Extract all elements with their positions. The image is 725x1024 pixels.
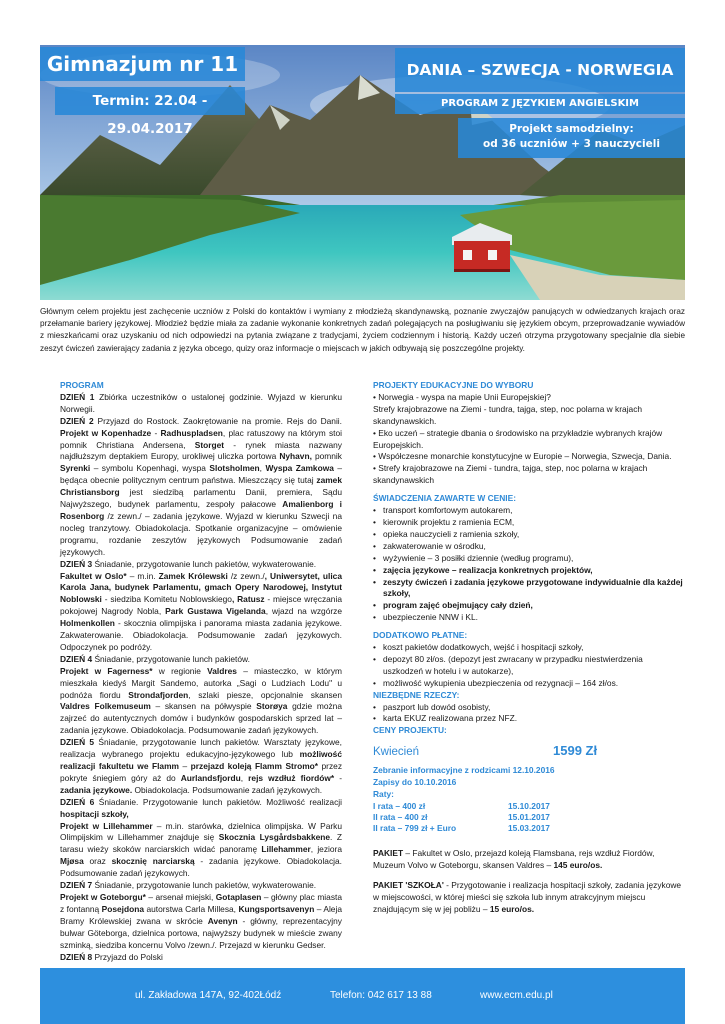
needed-list (373, 702, 685, 726)
included-item: • program zajęć obejmujący cały dzień, (373, 600, 685, 612)
projects-heading: PROJEKTY EDUKACYJNE DO WYBORU (373, 380, 534, 390)
footer-website-link[interactable]: www.ecm.edu.pl (480, 990, 553, 1001)
included-item: • opieka nauczycieli z ramienia szkoły, (373, 529, 685, 541)
price-heading: CENY PROJEKTU: (373, 725, 447, 736)
signup-deadline: Zapisy do 10.10.2016 (373, 777, 457, 788)
extra-list (373, 642, 685, 690)
program-language-badge: PROGRAM Z JĘZYKIEM ANGIELSKIM (395, 94, 685, 114)
extra-item: • depozyt 80 zł/os. (depozyt jest zwracany w przypadku niestwierdzenia uszkodzeń w hotelu i w autokarze), (373, 654, 685, 678)
extra-item: • koszt pakietów dodatkowych, wejść i hospitacji szkoły, (373, 642, 685, 654)
project-item: • Współczesne monarchie konstytucyjne w Europie – Norwegia, Szwecja, Dania. (373, 451, 672, 462)
installments-label: Raty: (373, 789, 394, 799)
included-item: • zajęcia językowe – realizacja konkretnych projektów, (373, 565, 685, 577)
price-value: 1599 Zł (553, 743, 598, 759)
price-month: Kwiecień (373, 746, 420, 759)
project-item: Strefy krajobrazowe na Ziemi - tundra, tajga, step, noc polarna w krajach skandynawskich. (373, 403, 643, 426)
included-item: • wyżywienie – 3 posiłki dziennie (według programu), (373, 553, 685, 565)
price-row (373, 745, 685, 759)
day-3: DZIEŃ 3 Śniadanie, przygotowanie lunch pakietów, wykwaterowanie. Fakultet w Oslo* – m.in. Zamek Królewski /z zewn./, Uniwersytet, ulica Karola Jana, budynek Parlamentu, gmach Opery Narodowej, Instytut Noblowski - siedziba Komitetu Noblowskiego, Ratusz - miejsce wręczania pokojowej Nagrody Nobla, Park Gustawa Vigelanda, wjazd na wzgórze Holmenkollen - skocznia olimpijska i panorama miasta zadania językowe. Zakwaterowanie. Obiadokolacja. Podsumowanie zadań językowych. Odpoczynek po podróży. (60, 558, 342, 652)
extra-item: • możliwość wykupienia ubezpieczenia od rezygnacji – 164 zł/os. (373, 678, 685, 690)
day-8: DZIEŃ 8 Przyjazd do Polski (60, 951, 163, 962)
project-size-line2: od 36 uczniów + 3 nauczycieli (483, 138, 660, 150)
footer-address: ul. Zakładowa 147A, 92-402Łódź (135, 990, 282, 1001)
project-size-line1: Projekt samodzielny: (509, 123, 634, 135)
needed-item: • karta EKUZ realizowana przez NFZ. (373, 713, 685, 725)
day-1: DZIEŃ 1 Zbiórka uczestników o ustalonej godzinie. Wyjazd w kierunku Norwegii. (60, 391, 342, 414)
needed-heading: NIEZBĘDNE RZECZY: (373, 689, 460, 700)
installment-row: II rata – 799 zł + Euro 15.03.2017 (373, 822, 550, 833)
intro-paragraph: Głównym celem projektu jest zachęcenie uczniów z Polski do kontaktów i wymiany z młodzieżą skandynawską, poznanie zwyczajów panujących w odwiedzanych krajach oraz przełamanie bariery językowej. Młodzież będzie miała za zadanie wykonanie konkretnych zadań polegających na posługiwaniu się językiem obcym, przeprowadzanie wywiadów z mieszkańcami oraz uzyskaniu od nich odpowiedzi na pytania związane z tradycjami, życiem codziennym i historią. Każdy uczeń otrzyma przygotowany specjalnie dla siebie zeszyt ćwiczeń zawierający zadania z języka obcego, quizy oraz informacje o miejscach w jakich odbywają się poszczególne projekty. (40, 307, 685, 353)
day-6: DZIEŃ 6 Śniadanie. Przygotowanie lunch pakietów. Możliwość realizacji hospitacji szkoły, Projekt w Lillehammer – m.in. starówka, dzielnica olimpijska. W Parku Olimpijskim w Lillehammer znajduje się Skocznia Lysgårdsbakkene. Z tarasu wieży skoków narciarskich widać panoramę Lillehammer, jeziora Mjøsa oraz skocznię narciarską - zadania językowe. Obiadokolacja. Podsumowanie zadań językowych. (60, 796, 342, 879)
included-item: • zakwaterowanie w ośrodku, (373, 541, 685, 553)
day-2: DZIEŃ 2 Przyjazd do Rostock. Zaokrętowanie na promie. Rejs do Danii. Projekt w Kopenhadze - Radhuspladsen, plac ratuszowy na którym stoi pomnik Christiana Andersena, Storget - rynek miasta nazwany najdłuższym deptakiem Europy, urokliwej uliczka portowa Nyhavn, pomnik Syrenki – symbolu Kopenhagi, wyspa Slotsholmen, Wyspa Zamkowa – będąca obecnie politycznym centrum państwa. Mieszczący się tutaj zamek Christiansborg jest siedzibą parlamentu Danii, premiera, Sądu Najwyższego, budynek parlamentu, zespoły pałacowe Amalienborg i Rosenborg /z zewn./ – zadania językowe. Wyjazd w kierunku Szwecji na nocleg tranzytowy. Obiadokolacja. Spotkanie organizacyjne – omówienie programu, rozdanie zeszytów językowych Podsumowanie zadań językowych. (60, 415, 342, 557)
school-title-badge: Gimnazjum nr 11 (40, 47, 245, 81)
installment-row: II rata – 400 zł 15.01.2017 (373, 811, 550, 822)
included-list (373, 505, 685, 624)
program-column (60, 380, 342, 963)
term-badge: Termin: 22.04 - 29.04.2017 (55, 87, 245, 115)
included-item: • ubezpieczenie NNW i KL. (373, 612, 685, 624)
info-column (373, 380, 685, 915)
extra-heading: DODATKOWO PŁATNE: (373, 630, 468, 641)
meeting-info: Zebranie informacyjne z rodzicami 12.10.2016 (373, 765, 555, 776)
day-4: DZIEŃ 4 Śniadanie, przygotowanie lunch pakietów. Projekt w Fagerness* w regionie Valdres – miasteczko, w którym mieszkała kiedyś Margit Sandemo, autorka „Sagi o Ludziach Lodu" u podnóża fiordu Strondafjorden, szlaki piesze, opcjonalnie skansen Valdres Folkemuseum – skansen na półwyspie Storøya gdzie można zajrzeć do autentycznych domów i budynków gospodarskich sprzed lat – zadania językowe. Obiadokolacja. Podsumowanie zadań językowych. (60, 653, 343, 736)
destination-badge: DANIA – SZWECJA - NORWEGIA (395, 48, 685, 92)
package-school: PAKIET 'SZKOŁA' - Przygotowanie i realizacja hospitacji szkoły, zadania językowe w miejscowości, w której mieści się szkoła lub innym atrakcyjnym miejscu znajdującym się w jej pobliżu – 15 euro/os. (373, 879, 682, 914)
installment-row: I rata – 400 zł 15.10.2017 (373, 800, 550, 811)
installments-table (373, 801, 550, 834)
included-item: • kierownik projektu z ramienia ECM, (373, 517, 685, 529)
project-item: • Norwegia - wyspa na mapie Unii Europejskiej? (373, 391, 551, 402)
project-item: • Strefy krajobrazowe na Ziemi - tundra, tajga, step, noc polarna w krajach skandynawskich (373, 463, 648, 486)
footer-bar (40, 968, 685, 1024)
included-item: • transport komfortowym autokarem, (373, 505, 685, 517)
needed-item: • paszport lub dowód osobisty, (373, 702, 685, 714)
included-heading: ŚWIADCZENIA ZAWARTE W CENIE: (373, 493, 516, 504)
package-basic: PAKIET – Fakultet w Oslo, przejazd koleją Flamsbana, rejs wzdłuż Fiordów, Muzeum Volvo w Goteborgu, skansen Valdres – 145 euro/os. (373, 847, 655, 870)
day-5: DZIEŃ 5 Śniadanie, przygotowanie lunch pakietów. Warsztaty językowe, realizacja wybranego projektu edukacyjno-językowego lub możliwość realizacji fakultetu we Flamm – przejazd koleją Flamm Stromo* przez pokryte śniegiem góry aż do Aurlandsfjordu, rejs wzdłuż fiordów* - zadania językowe. Obiadokolacja. Podsumowanie zadań językowych. (60, 737, 343, 795)
footer-phone: Telefon: 042 617 13 88 (330, 990, 432, 1001)
program-heading: PROGRAM (60, 380, 104, 390)
included-item: • zeszyty ćwiczeń i zadania językowe przygotowane indywidualnie dla każdej szkoły, (373, 577, 685, 601)
project-size-badge (458, 118, 685, 158)
project-item: • Eko uczeń – strategie dbania o środowisko na przykładzie wybranych krajów Europejskich. (373, 427, 663, 450)
day-7: DZIEŃ 7 Śniadanie, przygotowanie lunch pakietów, wykwaterowanie. Projekt w Goteborgu* – arsenał miejski, Gotaplasen – główny plac miasta z fontanną Posejdona autorstwa Carla Millesa, Kungsportsavenyn – Aleja Bramy Królewskiej zwana w skrócie Avenyn - główny, reprezentacyjny bulwar Göteborga, dzielnica portowa, najwyższy budynek w mieście zwany szminką, siedziba koncernu Volvo /zewn./. Przejazd w kierunku Gedser. (60, 880, 342, 950)
